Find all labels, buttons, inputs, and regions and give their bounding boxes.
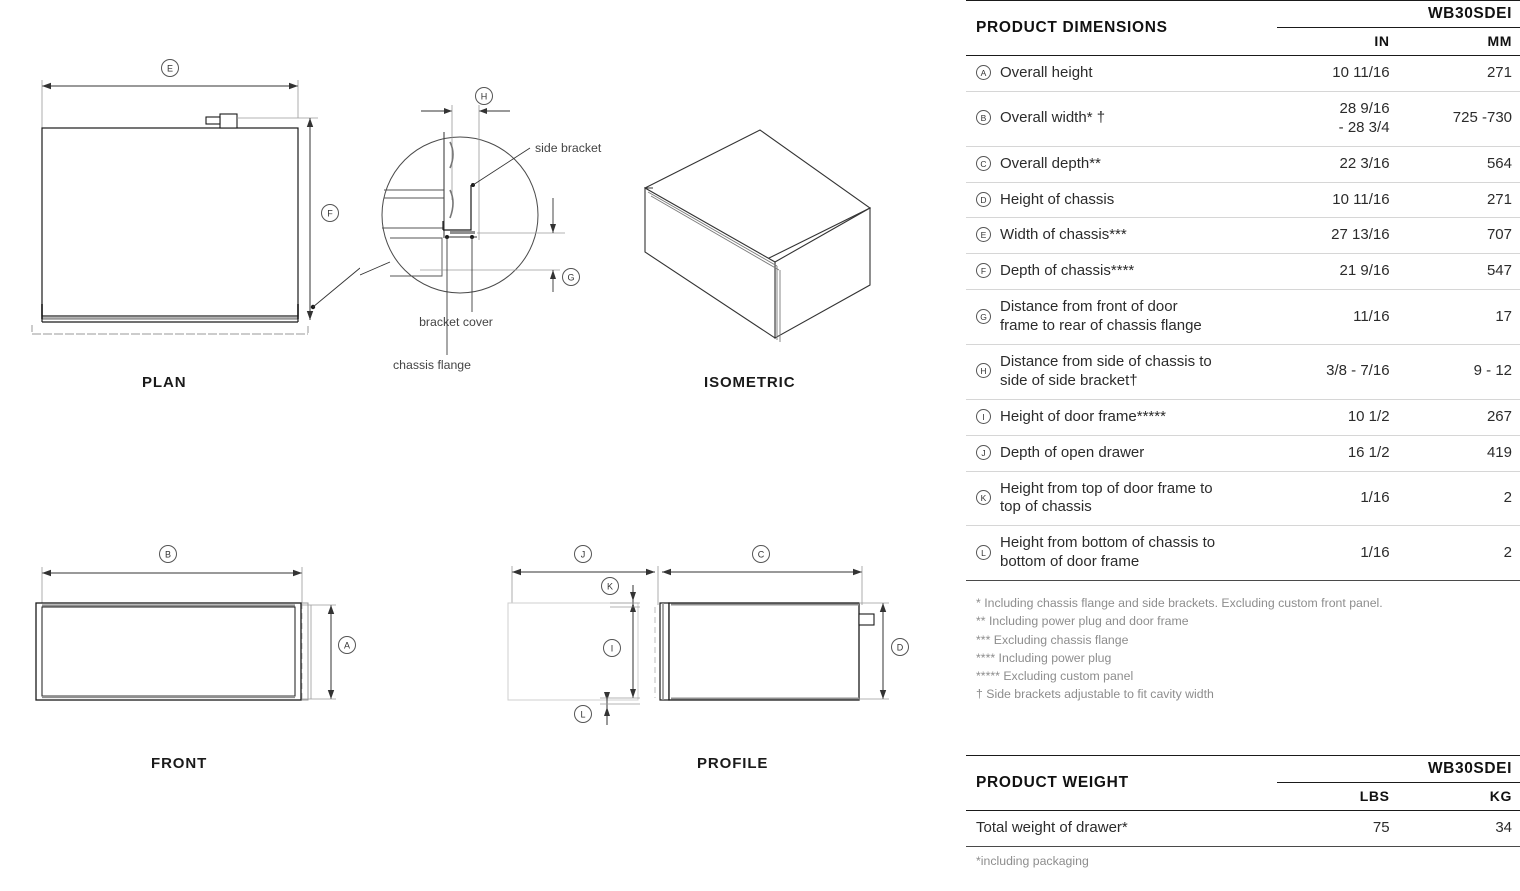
dimension-value-in-H: 3/8 - 7/16	[1277, 345, 1397, 400]
dimension-mark-badge-H: H	[976, 363, 991, 378]
dimension-value-in-F: 21 9/16	[1277, 254, 1397, 290]
dimension-value-mm-D: 271	[1398, 182, 1520, 218]
dimension-row-label-L: L Height from bottom of chassis to bottom of door frame	[966, 526, 1277, 581]
svg-text:G: G	[567, 272, 575, 283]
dimension-mark-K	[602, 578, 619, 595]
dimension-mark-D	[892, 639, 909, 656]
svg-text:I: I	[610, 643, 614, 654]
weight-header-row-model	[966, 756, 1520, 783]
dimension-mark-badge-A: A	[976, 65, 991, 80]
dimensions-footnotes	[966, 594, 1520, 703]
product-dimensions-table	[966, 0, 1520, 581]
table-row	[966, 218, 1520, 254]
lbs-header-spacer	[1277, 756, 1397, 783]
dimension-mark-badge-C: C	[976, 156, 991, 171]
callout-side-bracket: side bracket	[535, 141, 602, 155]
plan-view-drawing	[20, 50, 360, 370]
dimension-mark-badge-D: D	[976, 192, 991, 207]
dimension-mark-H	[476, 88, 493, 105]
dimension-value-mm-J: 419	[1398, 435, 1520, 471]
dimension-row-label-E: E Width of chassis***	[966, 218, 1277, 254]
dimension-row-label-B: B Overall width* †	[966, 91, 1277, 146]
svg-text:A: A	[343, 640, 351, 651]
dimension-value-in-E: 27 13/16	[1277, 218, 1397, 254]
table-row	[966, 811, 1520, 847]
tables-panel	[966, 0, 1520, 891]
dimension-value-mm-E: 707	[1398, 218, 1520, 254]
unit-header-in: IN	[1277, 28, 1397, 56]
dimensions-table-bottom-rule	[966, 581, 1520, 582]
dimension-row-label-G: G Distance from front of door frame to rear of chassis flange	[966, 290, 1277, 345]
dimension-value-mm-L: 2	[1398, 526, 1520, 581]
dimension-mark-I	[604, 640, 621, 657]
weight-value-lbs: 75	[1277, 811, 1397, 847]
view-label-plan: PLAN	[142, 374, 187, 391]
weight-table-bottom-rule	[966, 847, 1520, 848]
dimension-mark-F	[322, 205, 339, 222]
dimension-mark-badge-E: E	[976, 227, 991, 242]
svg-text:D: D	[896, 642, 904, 653]
dimension-mark-C	[753, 546, 770, 563]
table-row	[966, 399, 1520, 435]
dimension-value-mm-B: 725 -730	[1398, 91, 1520, 146]
weight-table-title: PRODUCT WEIGHT	[966, 756, 1277, 811]
dimension-row-label-F: F Depth of chassis****	[966, 254, 1277, 290]
dimension-value-in-B: 28 9/16 - 28 3/4	[1277, 91, 1397, 146]
dimension-mark-badge-G: G	[976, 309, 991, 324]
dimension-mark-E	[162, 60, 179, 77]
dimension-mark-badge-B: B	[976, 110, 991, 125]
dimension-value-in-K: 1/16	[1277, 471, 1397, 526]
dimension-mark-B	[160, 546, 177, 563]
footnote-6: † Side brackets adjustable to fit cavity width	[976, 687, 1214, 702]
unit-header-kg: KG	[1398, 783, 1520, 811]
dimension-mark-badge-L: L	[976, 545, 991, 560]
profile-view-drawing	[490, 535, 930, 735]
product-weight-table	[966, 755, 1520, 847]
dimension-mark-G	[563, 269, 580, 286]
dimension-row-label-K: K Height from top of door frame to top of chassis	[966, 471, 1277, 526]
table-row	[966, 182, 1520, 218]
dimension-row-label-C: C Overall depth**	[966, 146, 1277, 182]
dimension-value-in-G: 11/16	[1277, 290, 1397, 345]
table-row	[966, 146, 1520, 182]
table-row	[966, 526, 1520, 581]
dimension-value-mm-C: 564	[1398, 146, 1520, 182]
dimensions-header-row-model	[966, 1, 1520, 28]
dimension-value-in-L: 1/16	[1277, 526, 1397, 581]
dimension-value-mm-I: 267	[1398, 399, 1520, 435]
footnote-3: *** Excluding chassis flange	[976, 632, 1129, 647]
dimension-mark-badge-K: K	[976, 490, 991, 505]
svg-text:J: J	[580, 549, 586, 560]
dimensions-model-name: WB30SDEI	[1398, 1, 1520, 28]
unit-header-mm: MM	[1398, 28, 1520, 56]
dimension-value-in-I: 10 1/2	[1277, 399, 1397, 435]
table-row	[966, 435, 1520, 471]
bracket-detail-drawing	[360, 70, 630, 380]
svg-text:C: C	[757, 549, 765, 560]
dimension-mark-J	[575, 546, 592, 563]
view-label-isometric: ISOMETRIC	[704, 374, 796, 391]
svg-text:L: L	[580, 709, 586, 720]
footnote-2: ** Including power plug and door frame	[976, 614, 1189, 629]
callout-chassis-flange: chassis flange	[393, 358, 471, 372]
weight-model-name: WB30SDEI	[1398, 756, 1520, 783]
table-row	[966, 345, 1520, 400]
dimension-row-label-H: H Distance from side of chassis to side of side bracket†	[966, 345, 1277, 400]
svg-text:B: B	[164, 549, 172, 560]
dimension-row-label-A: A Overall height	[966, 56, 1277, 92]
dimension-row-label-J: J Depth of open drawer	[966, 435, 1277, 471]
footnote-4: **** Including power plug	[976, 650, 1112, 665]
dimension-mark-badge-F: F	[976, 263, 991, 278]
footnote-5: ***** Excluding custom panel	[976, 668, 1134, 683]
dimension-value-in-A: 10 11/16	[1277, 56, 1397, 92]
weight-row-label: Total weight of drawer*	[966, 811, 1277, 847]
dimension-value-mm-H: 9 - 12	[1398, 345, 1520, 400]
in-header-spacer	[1277, 1, 1397, 28]
dimension-value-mm-A: 271	[1398, 56, 1520, 92]
view-label-profile: PROFILE	[697, 755, 769, 772]
svg-text:F: F	[327, 208, 333, 219]
table-row	[966, 254, 1520, 290]
dimension-value-mm-G: 17	[1398, 290, 1520, 345]
view-label-front: FRONT	[151, 755, 208, 772]
dimension-mark-badge-I: I	[976, 409, 991, 424]
footnote-1: * Including chassis flange and side brackets. Excluding custom front panel.	[976, 596, 1383, 611]
dimension-value-mm-F: 547	[1398, 254, 1520, 290]
svg-text:K: K	[606, 581, 614, 592]
dimension-mark-A	[339, 637, 356, 654]
dimension-row-label-I: I Height of door frame*****	[966, 399, 1277, 435]
svg-text:E: E	[166, 63, 174, 74]
table-row	[966, 290, 1520, 345]
unit-header-lbs: LBS	[1277, 783, 1397, 811]
table-row	[966, 471, 1520, 526]
dimension-value-in-J: 16 1/2	[1277, 435, 1397, 471]
front-view-drawing	[20, 535, 380, 735]
dimension-value-mm-K: 2	[1398, 471, 1520, 526]
isometric-view-drawing	[620, 100, 910, 370]
callout-bracket-cover: bracket cover	[419, 315, 493, 329]
weight-value-kg: 34	[1398, 811, 1520, 847]
dimension-mark-L	[575, 706, 592, 723]
dimension-row-label-D: D Height of chassis	[966, 182, 1277, 218]
dimension-mark-badge-J: J	[976, 445, 991, 460]
dimension-value-in-C: 22 3/16	[1277, 146, 1397, 182]
dimensions-table-title: PRODUCT DIMENSIONS	[966, 1, 1277, 56]
dimension-value-in-D: 10 11/16	[1277, 182, 1397, 218]
table-row	[966, 91, 1520, 146]
weight-footnote: *including packaging	[976, 854, 1089, 869]
svg-text:H: H	[480, 91, 488, 102]
table-row	[966, 56, 1520, 92]
